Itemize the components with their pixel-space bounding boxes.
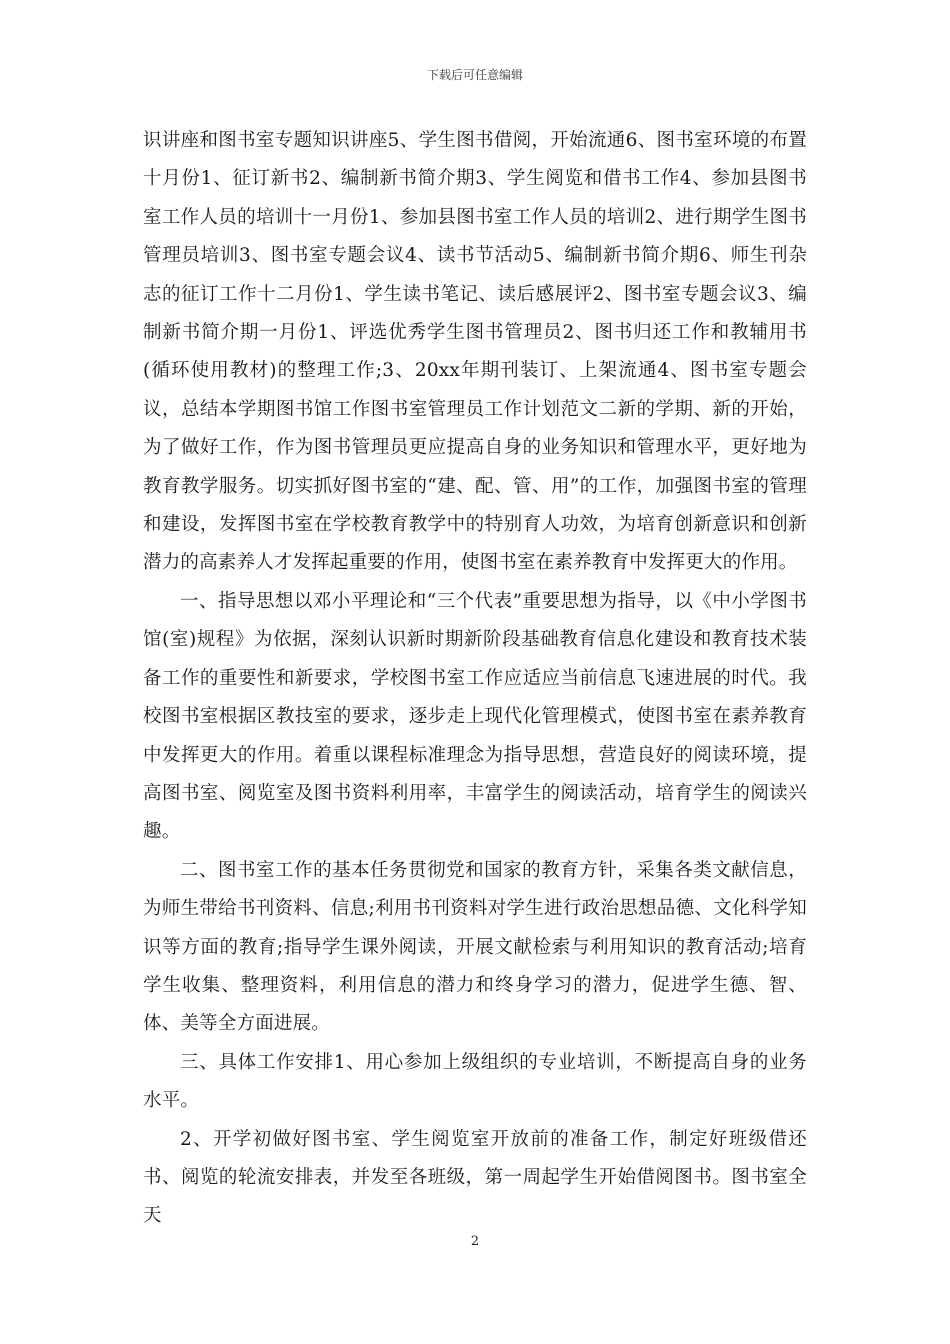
page-header-note: 下载后可任意编辑 xyxy=(426,68,523,82)
paragraph-semester-preparation: 2、开学初做好图书室、学生阅览室开放前的准备工作，制定好班级借还书、阅览的轮流安排表，并发至各班级，第一周起学生开始借阅图书。图书室全天 xyxy=(143,1128,807,1227)
paragraph-continuation: 识讲座和图书室专题知识讲座5、学生图书借阅，开始流通6、图书室环境的布置十月份1、征订新书2、编制新书简介期3、学生阅览和借书工作4、参加县图书室工作人员的培训十一月份1、参加县图书室工作人员的培训2、进行期学生图书管理员培训3、图书室专题会议4、读书节活动5、编制新书简介期6、师生刊杂志的征订工作十二月份1、学生读书笔记、读后感展评2、图书室专题会议3、编制新书简介期一月份1、评选优秀学生图书管理员2、图书归还工作和教辅用书(循环使用教材)的整理工作;3、20xx年期刊装订、上架流通4、图书室专题会议，总结本学期图书馆工作图书室管理员工作计划范文二新的学期、新的开始，为了做好工作，作为图书管理员更应提高自身的业务知识和管理水平，更好地为教育教学服务。切实抓好图书室的“建、配、管、用”的工作，加强图书室的管理和建设，发挥图书室在学校教育教学中的特别育人功效，为培育创新意识和创新潜力的高素养人才发挥起重要的作用，使图书室在素养教育中发挥更大的作用。 xyxy=(143,130,807,574)
page-number: 2 xyxy=(470,1234,480,1249)
paragraph-work-arrangement: 三、具体工作安排1、用心参加上级组织的专业培训，不断提高自身的业务水平。 xyxy=(143,1051,807,1112)
document-body xyxy=(143,122,807,1236)
paragraph-guiding-ideology: 一、指导思想以邓小平理论和“三个代表”重要思想为指导，以《中小学图书馆(室)规程》为依据，深刻认识新时期新阶段基础教育信息化建设和教育技术装备工作的重要性和新要求，学校图书室工作应适应当前信息飞速进展的时代。我校图书室根据区教技室的要求，逐步走上现代化管理模式，使图书室在素养教育中发挥更大的作用。着重以课程标准理念为指导思想，营造良好的阅读环境，提高图书室、阅览室及图书资料利用率，丰富学生的阅读活动，培育学生的阅读兴趣。 xyxy=(143,590,807,843)
paragraph-basic-tasks: 二、图书室工作的基本任务贯彻党和国家的教育方针，采集各类文献信息，为师生带给书刊资料、信息;利用书刊资料对学生进行政治思想品德、文化科学知识等方面的教育;指导学生课外阅读，开展文献检索与利用知识的教育活动;培育学生收集、整理资料，利用信息的潜力和终身学习的潜力，促进学生德、智、体、美等全方面进展。 xyxy=(143,859,807,1035)
